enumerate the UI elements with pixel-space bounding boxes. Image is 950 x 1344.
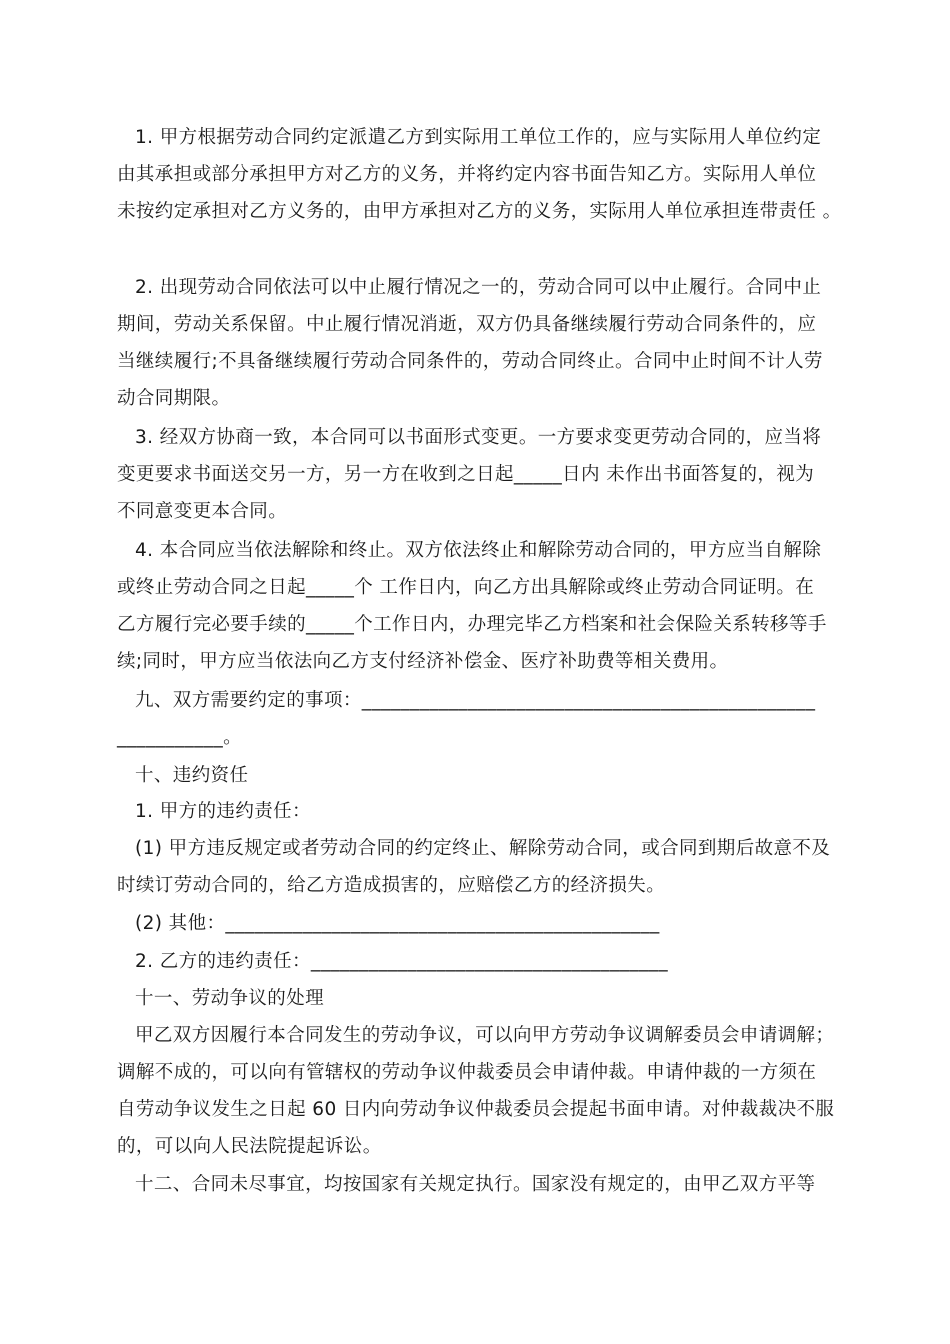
clause-8-3-line-1: 3. 经双方协商一致，本合同可以书面形式变更。一方要求变更劳动合同的，应当将	[135, 427, 822, 448]
section-11-heading: 十一、劳动争议的处理	[135, 988, 325, 1009]
clause-8-1-line-1: 1. 甲方根据劳动合同约定派遣乙方到实际用工单位工作的，应与实际用人单位约定	[135, 127, 822, 148]
clause-8-2-line-3: 当继续履行;不具备继续履行劳动合同条件的，劳动合同终止。合同中止时间不计人劳	[117, 351, 823, 372]
section-11-line-1: 甲乙双方因履行本合同发生的劳动争议，可以向甲方劳动争议调解委员会申请调解；	[135, 1025, 835, 1046]
section-9-heading: 九、双方需要约定的事项：_______________________________________________	[135, 690, 816, 711]
section-11-line-4: 的，可以向人民法院提起诉讼。	[117, 1136, 382, 1157]
clause-10-1-1-line-1: (1) 甲方违反规定或者劳动合同的约定终止、解除劳动合同，或合同到期后故意不及	[135, 838, 831, 859]
clause-8-2-line-4: 动合同期限。	[117, 388, 231, 409]
section-11-line-2: 调解不成的，可以向有管辖权的劳动争议仲裁委员会申请仲裁。申请仲裁的一方须在	[117, 1062, 817, 1083]
section-10-heading: 十、违约资任	[135, 765, 249, 786]
section-11-line-3: 自劳动争议发生之日起 60 日内向劳动争议仲裁委员会提起书面申请。对仲裁裁决不服	[117, 1099, 835, 1120]
clause-8-1-line-3: 未按约定承担对乙方义务的，由甲方承担对乙方的义务，实际用人单位承担连带责任 。	[117, 201, 842, 222]
clause-10-2: 2. 乙方的违约责任：_____________________________________	[135, 951, 668, 972]
clause-8-2-line-2: 期间，劳动关系保留。中止履行情况消逝，双方仍具备继续履行劳动合同条件的，应	[117, 314, 817, 335]
section-9-blank: ___________。	[117, 727, 243, 748]
clause-10-1-heading: 1. 甲方的违约责任：	[135, 801, 311, 822]
clause-8-4-line-3: 乙方履行完必要手续的_____个工作日内，办理完毕乙方档案和社会保险关系转移等手	[117, 614, 827, 635]
clause-10-1-2: (2) 其他：_____________________________________________	[135, 913, 660, 934]
clause-10-1-1-line-2: 时续订劳动合同的，给乙方造成损害的，应赔偿乙方的经济损失。	[117, 875, 666, 896]
clause-8-2-line-1: 2. 出现劳动合同依法可以中止履行情况之一的，劳动合同可以中止履行。合同中止	[135, 277, 822, 298]
clause-8-4-line-1: 4. 本合同应当依法解除和终止。双方依法终止和解除劳动合同的，甲方应当自解除	[135, 540, 822, 561]
clause-8-4-line-2: 或终止劳动合同之日起_____个 工作日内，向乙方出具解除或终止劳动合同证明。在	[117, 577, 815, 598]
clause-8-1-line-2: 由其承担或部分承担甲方对乙方的义务，并将约定内容书面告知乙方。实际用人单位	[117, 164, 817, 185]
clause-8-4-line-4: 续;同时，甲方应当依法向乙方支付经济补偿金、医疗补助费等相关费用。	[117, 651, 729, 672]
clause-8-3-line-3: 不同意变更本合同。	[117, 501, 288, 522]
section-12-line-1: 十二、合同未尽事宜，均按国家有关规定执行。国家没有规定的，由甲乙双方平等	[135, 1174, 816, 1195]
clause-8-3-line-2: 变更要求书面送交另一方，另一方在收到之日起_____日内 未作出书面答复的，视为	[117, 464, 815, 485]
